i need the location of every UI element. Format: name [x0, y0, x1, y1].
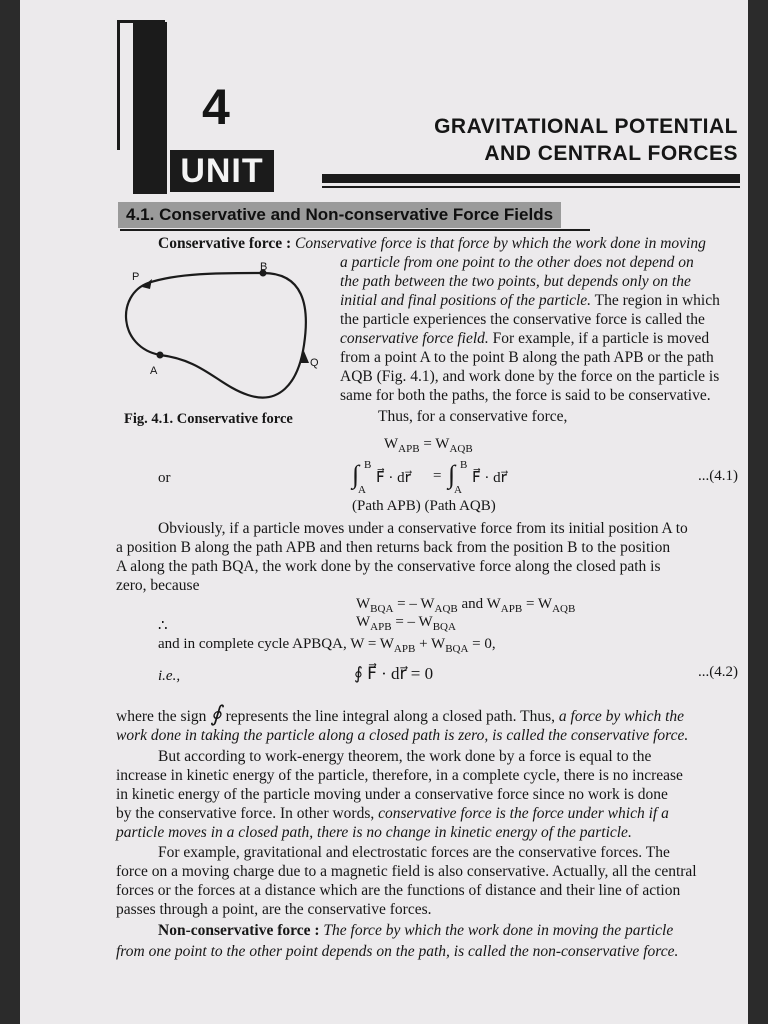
eq41-term-left: F⃗ · dr⃗	[376, 470, 411, 486]
para2-line3: A along the path BQA, the work done by the conservative force along the closed path is	[116, 558, 661, 575]
para5-line3: forces or the forces at a distance which are the functions of distance and their line of action	[116, 882, 681, 899]
arrow-q-icon	[299, 351, 309, 363]
eq4-sub-apb: APB	[393, 643, 416, 655]
eq3-sub-bqa: BQA	[432, 621, 456, 633]
para4-l4b: conservative force is the force under which if a	[374, 805, 669, 822]
conservative-path-figure	[118, 255, 318, 415]
para1-line3: the path between the two points, but depends only on the	[340, 273, 691, 290]
para3-line1	[116, 701, 685, 726]
para1-l1-text: Conservative force is that force by which the work done in moving	[295, 235, 706, 252]
label-a: A	[150, 365, 158, 377]
para2-line4: zero, because	[116, 577, 200, 594]
para1-l4b: The region in which	[591, 292, 720, 309]
eq41-upper-left: B	[364, 459, 372, 471]
equation-complete-cycle	[158, 636, 496, 655]
para4-line1: But according to work-energy theorem, the work done by a force is equal to the	[158, 748, 652, 765]
para2-line2: a position B along the path APB and then returns back from the position B to the position	[116, 539, 671, 556]
para1-line1	[158, 234, 706, 253]
equation-wapb-waqb	[384, 436, 473, 455]
eq1-sub-apb: APB	[398, 443, 420, 455]
para6-line2: from one point to the other point depends on the path, is called the non-conservative force.	[116, 943, 679, 960]
unit-bar	[133, 22, 167, 194]
eq41-or: or	[158, 470, 171, 486]
eq4-end: = 0,	[468, 636, 496, 652]
label-q: Q	[310, 357, 319, 369]
eq41-integral-left: ∫	[352, 460, 360, 489]
eq3-w: W	[356, 614, 371, 630]
chapter-title-line2: AND CENTRAL FORCES	[484, 142, 738, 165]
eq41-integral-right: ∫	[448, 460, 456, 489]
unit-label: UNIT	[170, 150, 274, 192]
section-heading: 4.1. Conservative and Non-conservative Force Fields	[118, 202, 561, 228]
eq2-w: W	[356, 596, 371, 612]
para6-line1	[158, 921, 673, 940]
eq41-term-right: F⃗ · dr⃗	[472, 470, 507, 486]
para6-l1: The force by which the work done in moving the particle	[319, 922, 674, 939]
eq2-sub-bqa: BQA	[370, 603, 394, 615]
eq41-number: ...(4.1)	[698, 468, 738, 484]
eq2-sub-aqb2: AQB	[552, 603, 576, 615]
eq3-mid: = – W	[391, 614, 433, 630]
title-rule-thin	[322, 186, 740, 188]
eq1-eq: = W	[419, 436, 450, 452]
eq2-sub-aqb: AQB	[434, 603, 458, 615]
figure-caption: Fig. 4.1. Conservative force	[124, 411, 293, 427]
eq42-expression: ∮ F⃗ · dr⃗ = 0	[354, 664, 434, 683]
eq1-w: W	[384, 436, 399, 452]
para4-l4a: by the conservative force. In other words,	[116, 805, 375, 822]
para1-line10: Thus, for a conservative force,	[378, 408, 568, 425]
eq41-path-labels: (Path APB) (Path AQB)	[352, 498, 496, 514]
para3-l1c: represents the line integral along a closed path. Thus,	[221, 708, 556, 725]
eq4-text: and in complete cycle APBQA, W = W	[158, 636, 394, 652]
therefore-symbol: ∴	[158, 618, 168, 634]
textbook-page	[20, 0, 748, 1024]
para1-l6a: conservative force field.	[340, 330, 489, 347]
para1-line6	[340, 329, 709, 348]
para1-line5: the particle experiences the conservative force is called the	[340, 311, 705, 328]
equation-wapb	[356, 614, 456, 633]
para1-line4	[340, 291, 720, 310]
para3-line2: work done in taking the particle along a closed path is zero, is called the conservative force.	[116, 727, 689, 744]
eq2-sub-apb: APB	[500, 603, 523, 615]
eq41-equals: =	[433, 468, 442, 484]
eq2-mid1: = – W	[393, 596, 435, 612]
para2-line1: Obviously, if a particle moves under a conservative force from its initial position A to	[158, 520, 688, 537]
unit-bracket-left	[117, 20, 120, 150]
para4-line4	[116, 804, 669, 823]
para1-line9: same for both the paths, the force is said to be conservative.	[340, 387, 711, 404]
non-conservative-force-label: Non-conservative force :	[158, 922, 320, 939]
para1-line2: a particle from one point to the other does not depend on	[340, 254, 694, 271]
eq42-ie: i.e.,	[158, 668, 181, 684]
para4-line5: particle moves in a closed path, there is no change in kinetic energy of the particle.	[116, 824, 632, 841]
eq41-upper-right: B	[460, 459, 468, 471]
eq41-lower-right: A	[454, 484, 462, 496]
para1-line7: from a point A to the point B along the path APB or the path	[340, 349, 714, 366]
para5-line2: force on a moving charge due to a magnetic field is also conservative. Actually, all the central	[116, 863, 697, 880]
para3-l1d: a force by which the	[555, 708, 685, 725]
para1-line8: AQB (Fig. 4.1), and work done by the force on the particle is	[340, 368, 720, 385]
eq42-number: ...(4.2)	[698, 664, 738, 680]
section-underline	[120, 229, 590, 231]
eq4-plus: + W	[415, 636, 446, 652]
chapter-title-line1: GRAVITATIONAL POTENTIAL	[434, 115, 738, 138]
conservative-force-label: Conservative force :	[158, 235, 292, 252]
para4-line2: increase in kinetic energy of the particle, therefore, in a complete cycle, there is no increase	[116, 767, 683, 784]
para5-line4: passes through a point, are the conservative forces.	[116, 901, 432, 918]
para1-l4a: initial and final positions of the particle.	[340, 292, 592, 309]
unit-number: 4	[202, 79, 230, 135]
equation-wbqa	[356, 596, 575, 615]
point-a-dot	[157, 352, 164, 359]
para1-l6b: For example, if a particle is moved	[488, 330, 710, 347]
para3-l1a: where the sign	[116, 708, 207, 725]
eq4-sub-bqa: BQA	[445, 643, 469, 655]
eq2-mid2: = W	[522, 596, 553, 612]
eq3-sub-apb: APB	[370, 621, 392, 633]
title-rule-thick	[322, 174, 740, 183]
eq1-sub-aqb: AQB	[449, 443, 473, 455]
closed-integral-sign: ∮	[210, 701, 222, 726]
eq41-lower-left: A	[358, 484, 366, 496]
para4-line3: in kinetic energy of the particle moving under a conservative force since no work is done	[116, 786, 668, 803]
label-b: B	[260, 261, 268, 273]
label-p: P	[132, 271, 140, 283]
eq2-and: and W	[457, 596, 501, 612]
para5-line1: For example, gravitational and electrostatic forces are the conservative forces. The	[158, 844, 670, 861]
